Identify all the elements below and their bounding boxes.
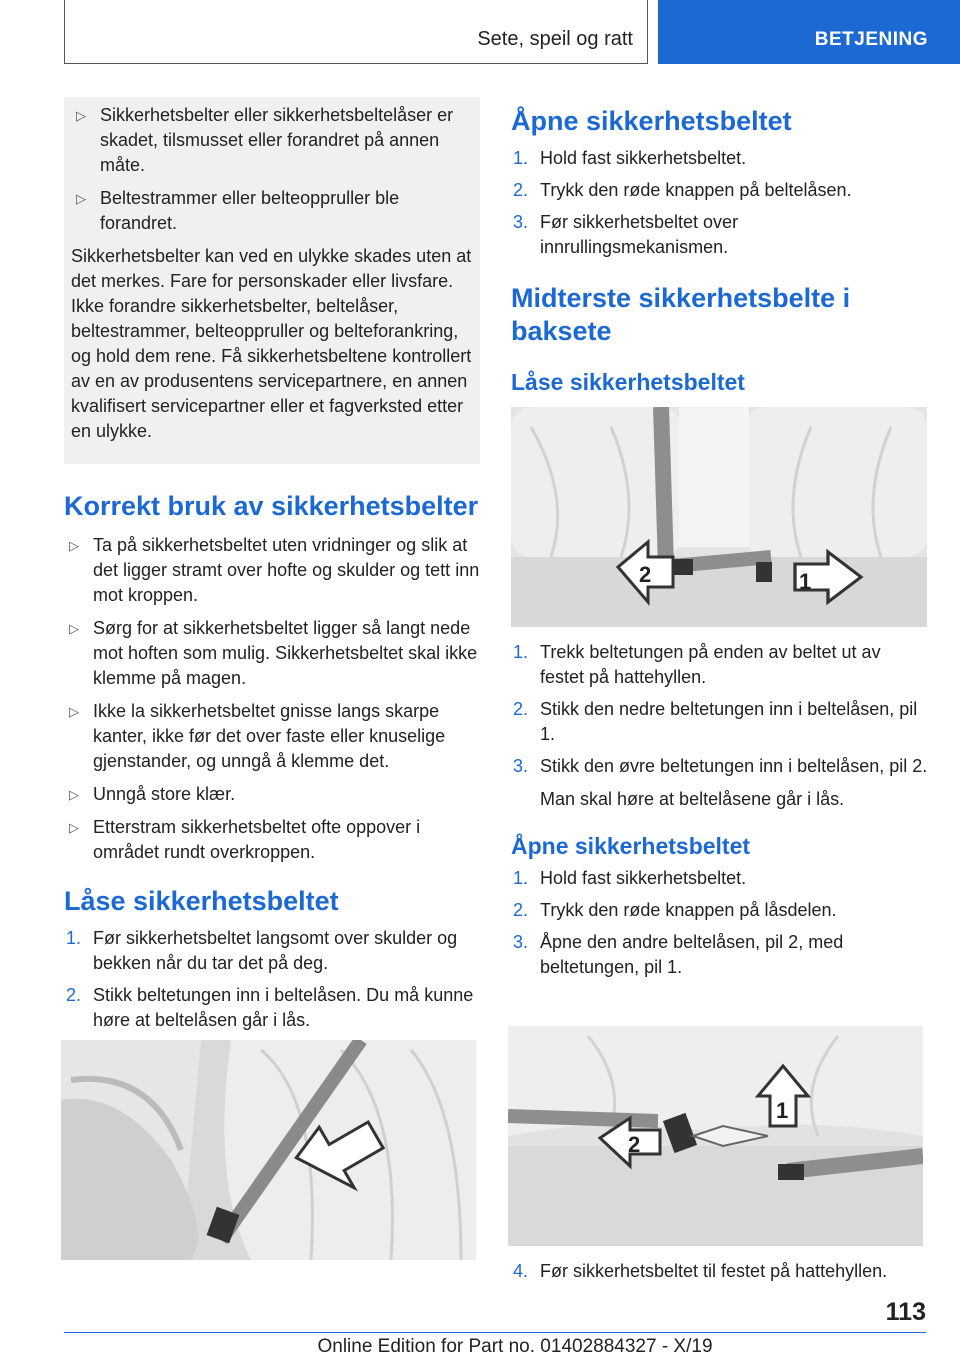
step-item: 1. Trekk beltetungen på enden av beltet ut av festet på hattehyllen. xyxy=(513,642,881,687)
step-item: 3. Stikk den øvre beltetungen inn i beltelåsen, pil 2. Man skal høre at beltelåsene går i lås. xyxy=(511,754,929,812)
warning-text: Sikkerhetsbelter kan ved en ulykke skades uten at det merkes. Fare for personskader eller livsfare. Ikke forandre sikkerhetsbelter, beltelåser, beltestrammer, belteoppruller og belteforankring, og hold dem rene. Få sikkerhetsbeltene kontrollert av en av produsentens servicepartnere, en annen kvalifisert servicepartner eller et fagverksted etter en ulykke. xyxy=(71,246,472,441)
list-item: ▷ Ikke la sikkerhetsbeltet gnisse langs skarpe kanter, ikke før det over faste eller knuselige gjenstander, og unngå å klemme det. xyxy=(69,701,446,771)
middle-final-step xyxy=(511,1259,929,1284)
middle-lock-heading: Låse sikkerhetsbeltet xyxy=(511,369,745,395)
step-item: 2. Stikk den nedre beltetungen inn i beltelåsen, pil 1. xyxy=(513,699,918,744)
left-column xyxy=(64,97,480,1040)
header-section-tab xyxy=(64,0,648,64)
middle-open-steps xyxy=(511,866,929,980)
step-item: 1. Hold fast sikkerhetsbeltet. xyxy=(513,868,747,888)
page-number: 113 xyxy=(885,1298,926,1326)
step-item: 1. Hold fast sikkerhetsbeltet. xyxy=(513,148,747,168)
triangle-bullet-icon: ▷ xyxy=(69,704,79,719)
lock-belt-heading: Låse sikkerhetsbeltet xyxy=(64,886,339,916)
rear-seat-lock-figure xyxy=(511,407,927,627)
step-item: 3. Før sikkerhetsbeltet over innrullingsmekanismen. xyxy=(513,212,739,257)
triangle-bullet-icon: ▷ xyxy=(69,820,79,835)
list-item: ▷ Ta på sikkerhetsbeltet uten vridninger og slik at det ligger stramt over hofte og skulder og tett inn mot kroppen. xyxy=(69,535,480,605)
triangle-bullet-icon: ▷ xyxy=(69,621,79,636)
warning-bullet: ▷ Sikkerhetsbelter eller sikkerhetsbeltelåser er skadet, tilsmusset eller forandret på annen måte. xyxy=(76,105,454,175)
arrow-2-label: 2 xyxy=(628,1132,641,1157)
header-section-title: Sete, speil og ratt xyxy=(477,28,633,50)
front-seat-belt-figure xyxy=(61,1040,476,1260)
right-column-lower xyxy=(511,640,929,987)
right-column-final xyxy=(511,1259,929,1291)
warning-box xyxy=(64,97,480,464)
correct-use-list xyxy=(64,533,480,865)
step-item: 2. Stikk beltetungen inn i beltelåsen. Du må kunne høre at beltelåsen går i lås. xyxy=(66,985,474,1030)
step-item: 4. Før sikkerhetsbeltet til festet på hattehyllen. xyxy=(513,1261,888,1281)
triangle-bullet-icon: ▷ xyxy=(76,191,86,206)
open-belt-heading: Åpne sikkerhetsbeltet xyxy=(511,106,792,136)
step-item: 3. Åpne den andre beltelåsen, pil 2, med beltetungen, pil 1. xyxy=(513,932,844,977)
warning-bullet: ▷ Beltestrammer eller belteoppruller ble forandret. xyxy=(76,188,400,233)
list-item: ▷ Unngå store klær. xyxy=(64,782,480,807)
middle-lock-steps xyxy=(511,640,929,812)
footer-edition: Online Edition for Part no. 01402884327 - X/19 xyxy=(317,1336,713,1357)
step-item: 2. Trykk den røde knappen på låsdelen. xyxy=(513,900,837,920)
arrow-1-label: 1 xyxy=(799,569,812,594)
triangle-bullet-icon: ▷ xyxy=(69,787,79,802)
list-item: ▷ Etterstram sikkerhetsbeltet ofte oppover i området rundt overkroppen. xyxy=(69,817,421,862)
right-column xyxy=(511,97,929,396)
step-item: 2. Trykk den røde knappen på beltelåsen. xyxy=(513,180,852,200)
rear-seat-lock-illustration xyxy=(511,407,927,627)
middle-belt-heading: Midterste sikkerhetsbelte i baksete xyxy=(511,283,851,346)
header-chapter-title: BETJENING xyxy=(814,29,928,50)
rear-seat-open-figure xyxy=(508,1026,923,1246)
triangle-bullet-icon: ▷ xyxy=(76,108,86,123)
arrow-2-label: 2 xyxy=(639,562,652,587)
step-item: 1. Før sikkerhetsbeltet langsomt over skulder og bekken når du tar det på deg. xyxy=(66,928,458,973)
arrow-1-label: 1 xyxy=(776,1098,789,1123)
open-belt-steps xyxy=(511,146,929,260)
triangle-bullet-icon: ▷ xyxy=(69,538,79,553)
front-seat-illustration xyxy=(61,1040,476,1260)
list-item: ▷ Sørg for at sikkerhetsbeltet ligger så langt nede mot hoften som mulig. Sikkerhetsbeltet skal ikke klemme på magen. xyxy=(69,618,478,688)
lock-belt-steps xyxy=(64,926,480,1033)
step-note: Man skal høre at beltelåsene går i lås. xyxy=(540,789,845,809)
warning-bullets xyxy=(71,103,473,236)
rear-seat-open-illustration xyxy=(508,1026,923,1246)
header-chapter-tab xyxy=(658,0,960,64)
middle-open-heading: Åpne sikkerhetsbeltet xyxy=(511,833,751,859)
footer-divider xyxy=(64,1332,926,1333)
correct-use-heading: Korrekt bruk av sikkerhetsbelter xyxy=(64,491,479,521)
